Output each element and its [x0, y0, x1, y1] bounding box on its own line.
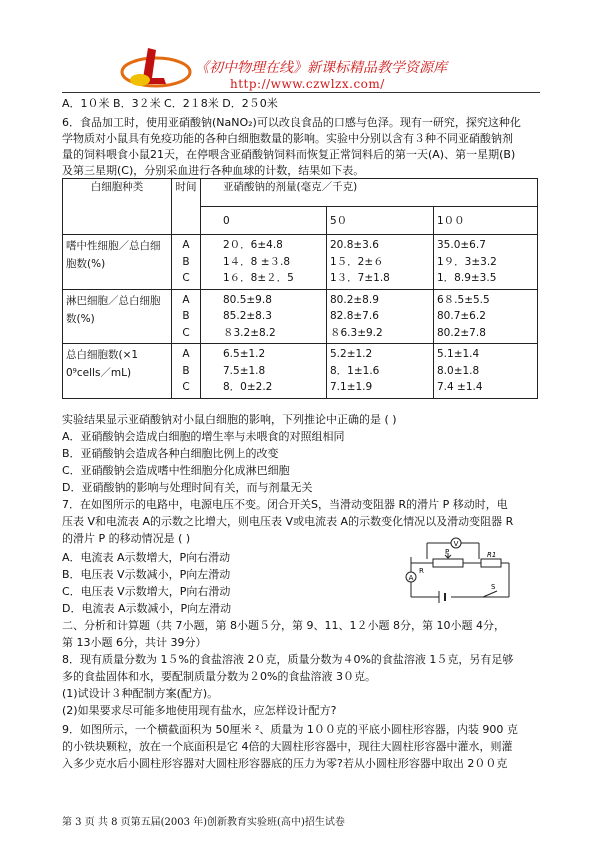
q6-line-2: 学物质对小鼠具有免疫功能的各种白细胞数量的影响。实验中分别以含有３种不同亚硝酸钠剂: [62, 132, 513, 145]
q7-option-b: B．电压表 V示数减小，P向左滑动: [62, 568, 231, 581]
svg-text:V: V: [453, 540, 459, 548]
cell-total-dose100: 5.1±1.4 8.0±1.8 7.4 ±1.4: [434, 344, 538, 399]
col-header-type: 白细胞种类: [63, 179, 172, 235]
section2-line-2: 第 13小题 6分，共计 39分）: [62, 636, 207, 649]
q6-line-4: 及第三星期(C)，分别采血进行各种血球的计数，结果如下表。: [62, 164, 365, 177]
q7-option-d: D．电流表 A示数减小，P向左滑动: [62, 602, 232, 615]
cell-lymphocyte-dose50: 80.2±8.9 82.8±7.6 ８6.3±9.2: [327, 289, 434, 344]
q7-option-c: C．电压表 V示数增大，P向右滑动: [62, 585, 231, 598]
col-header-time: 时间: [172, 179, 201, 235]
page-footer: 第 3 页 共 8 页第五届(2003 年)创新教育实验班(高中)招生试卷: [62, 817, 345, 828]
q8-line-4: (2)如果要求尽可能多地使用现有盐水，应怎样设计配方?: [62, 704, 337, 717]
dose-50: 5０: [327, 207, 434, 235]
q6-option-a: A．亚硝酸钠会造成白细胞的增生率与未喂食的对照组相同: [62, 430, 345, 443]
q6-conclusion: 实验结果显示亚硝酸钠对小鼠白细胞的影响，下列推论中正确的是 ( ): [62, 413, 397, 426]
dose-0: 0: [201, 207, 327, 235]
cell-lymphocyte-dose100: 6８.5±5.5 80.7±6.2 80.2±7.8: [434, 289, 538, 344]
header-divider: [62, 92, 540, 93]
row-times-lymphocyte: A B C: [172, 289, 201, 344]
q7-line-3: 的滑片 P 的移动情况是 ( ): [62, 532, 191, 545]
svg-text:R: R: [419, 567, 424, 575]
dose-100: 1００: [434, 207, 538, 235]
czwlzx-logo: [118, 44, 198, 92]
col-header-dose: 亚硝酸钠的剂量(毫克／千克): [201, 179, 538, 207]
q6-option-c: C．亚硝酸钠会造成嗜中性细胞分化成淋巴细胞: [62, 464, 290, 477]
cell-total-dose50: 5.2±1.2 8．1±1.6 7.1±1.9: [327, 344, 434, 399]
svg-text:A: A: [408, 574, 414, 582]
q6-line-1: 6．食品加工时，使用亚硝酸钠(NaNO₂)可以改良食品的口感与色泽。现有一研究，探究这种化: [62, 116, 521, 129]
q9-line-3: 入多少克水后小圆柱形容器对大圆柱形容器底的压力为零?若从小圆柱形容器中取出 2００克: [62, 757, 508, 770]
cell-neutrophil-dose100: 35.0±6.7 1９．3±3.2 1．8.9±3.5: [434, 235, 538, 290]
svg-text:R1: R1: [487, 551, 497, 559]
q7-option-a: A．电流表 A示数增大，P向右滑动: [62, 551, 231, 564]
row-times-neutrophil: A B C: [172, 235, 201, 290]
q9-line-2: 的小铁块颗粒，放在一个底面积是它 4倍的大圆柱形容器中，现往大圆柱形容器中灌水，则灌: [62, 740, 513, 753]
section2-line-1: 二、分析和计算题（共 7小题，第 8小题５分，第 9、11、1２小题 8分，第 10小题 4分，: [62, 619, 505, 632]
row-times-total: A B C: [172, 344, 201, 399]
q6-option-d: D．亚硝酸钠的影响与处理时间有关，而与剂量无关: [62, 481, 313, 494]
q5-options: A．1０米 B．3２米 C．2１8米 D．2５0米: [62, 97, 278, 110]
circuit-diagram: [405, 537, 517, 605]
q6-option-b: B．亚硝酸钠会造成各种白细胞比例上的改变: [62, 447, 279, 460]
q9-line-1: 9．如图所示，一个横截面积为 50厘米 ²、质量为 1００克的平底小圆柱形容器，内装 900 克: [62, 723, 518, 736]
leukocyte-table: [62, 178, 538, 399]
banner-url: http://www.czwlzx.com/: [230, 77, 385, 91]
q6-line-3: 量的饲料喂食小鼠21天，在停喂含亚硝酸钠饲料而恢复正常饲料后的第一天(A)、第一星期(B): [62, 148, 516, 161]
cell-lymphocyte-dose0: 80.5±9.8 85.2±8.3 ８3.2±8.2: [201, 289, 327, 344]
row-name-total: 总白细胞数(×1 0⁹cells／mL): [63, 344, 172, 399]
svg-text:P: P: [445, 548, 450, 556]
svg-text:S: S: [491, 583, 496, 591]
q8-line-3: (1)试设计３种配制方案(配方)。: [62, 687, 219, 700]
q7-line-1: 7．在如图所示的电路中，电源电压不变。闭合开关S，当滑动变阻器 R的滑片 P 移动时，电: [62, 498, 508, 511]
row-name-neutrophil: 嗜中性细胞／总白细胞数(%): [63, 235, 172, 290]
cell-neutrophil-dose0: 2０．6±4.8 1４．8 ±３.8 1６．8±２．5: [201, 235, 327, 290]
q7-line-2: 压表 V和电流表 A的示数之比增大，则电压表 V或电流表 A的示数变化情况以及滑动变阻器 R: [62, 515, 514, 528]
q8-line-1: 8．现有质量分数为 1５%的食盐溶液 2０克，质量分数为４0%的食盐溶液 1５克，另有足够: [62, 653, 514, 666]
banner-title: 《初中物理在线》新课标精品教学资源库: [195, 60, 447, 76]
q8-line-2: 多的食盐固体和水，要配制质量分数为２0%的食盐溶液 3０克。: [62, 670, 376, 683]
row-name-lymphocyte: 淋巴细胞／总白细胞数(%): [63, 289, 172, 344]
cell-total-dose0: 6.5±1.2 7.5±1.8 8．0±2.2: [201, 344, 327, 399]
cell-neutrophil-dose50: 20.8±3.6 1５．2±６ 1３．7±1.8: [327, 235, 434, 290]
